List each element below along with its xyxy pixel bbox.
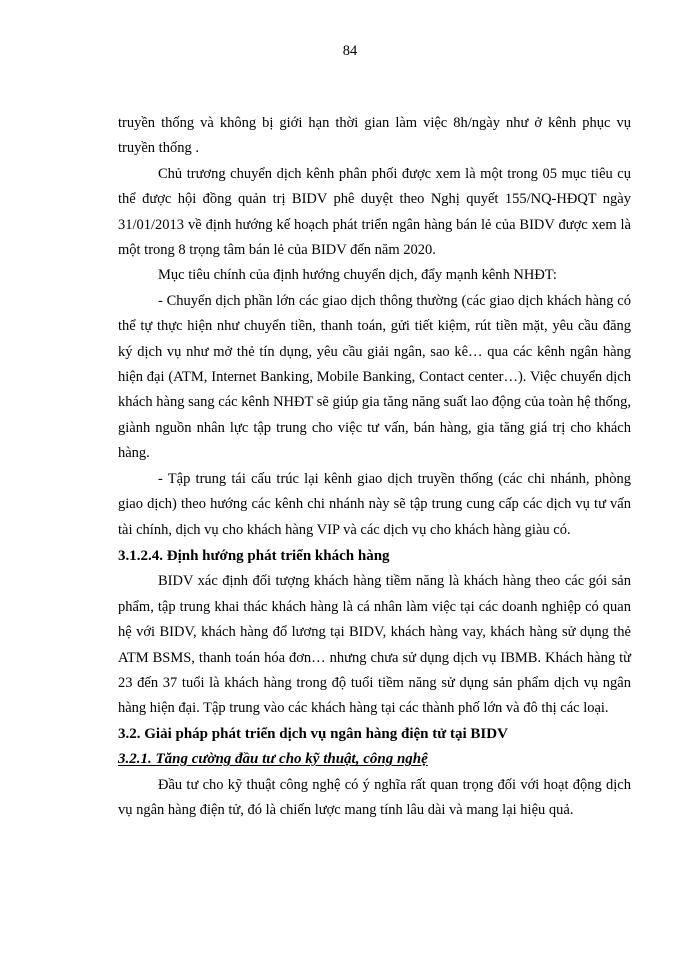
- document-body: [118, 111, 631, 823]
- paragraph-customer-targeting: BIDV xác định đối tượng khách hàng tiềm năng là khách hàng theo các gói sản phẩm, tập trung khai thác khách hàng là cá nhân làm việc tại các doanh nghiệp có quan hệ với BIDV, khách hàng đổ lương tại BIDV, khách hàng vay, khách hàng sử dụng thẻ ATM BSMS, thanh toán hóa đơn… nhưng chưa sử dụng dịch vụ IBMB. Khách hàng từ 23 đến 37 tuổi là khách hàng trong độ tuổi tiềm năng sử dụng sản phẩm dịch vụ ngân hàng hiện đại. Tập trung vào các khách hàng tại các thành phố lớn và đô thị các loại.: [118, 573, 631, 717]
- paragraph-bullet-transactions: - Chuyển dịch phần lớn các giao dịch thông thường (các giao dịch khách hàng có thể tự thực hiện như chuyển tiền, thanh toán, gửi tiết kiệm, rút tiền mặt, yêu cầu đăng ký dịch vụ như mở thẻ tín dụng, yêu cầu giải ngân, sao kê… qua các kênh ngân hàng hiện đại (ATM, Internet Banking, Mobile Banking, Contact center…). Việc chuyển dịch khách hàng sang các kênh NHĐT sẽ giúp gia tăng năng suất lao động của toàn hệ thống, giành nguồn nhân lực tập trung cho việc tư vấn, bán hàng, gia tăng giá trị cho khách hàng.: [118, 292, 631, 462]
- section-heading-3-1-2-4: 3.1.2.4. Định hướng phát triển khách hàng: [118, 547, 390, 564]
- paragraph-technology-investment: Đầu tư cho kỹ thuật công nghệ có ý nghĩa rất quan trọng đối với hoạt động dịch vụ ngân hàng điện tử, đó là chiến lược mang tính lâu dài và mang lại hiệu quả.: [118, 776, 631, 818]
- paragraph-main-objectives: Mục tiêu chính của định hướng chuyển dịch, đẩy mạnh kênh NHĐT:: [158, 267, 557, 284]
- paragraph-bullet-restructure: - Tập trung tái cấu trúc lại kênh giao dịch truyền thống (các chi nhánh, phòng giao dịch) theo hướng các kênh chi nhánh này sẽ tập trung cung cấp các dịch vụ tư vấn tài chính, dịch vụ cho khách hàng VIP và các dịch vụ cho khách hàng giàu có.: [118, 470, 631, 538]
- paragraph-distribution-policy: Chủ trương chuyển dịch kênh phân phối được xem là một trong 05 mục tiêu cụ thể được hội đồng quản trị BIDV phê duyệt theo Nghị quyết 155/NQ-HĐQT ngày 31/01/2013 về định hướng kế hoạch phát triển ngân hàng bán lẻ của BIDV được xem là một trong 8 trọng tâm bán lẻ của BIDV đến năm 2020.: [118, 165, 631, 259]
- section-heading-3-2: 3.2. Giải pháp phát triển dịch vụ ngân hàng điện tử tại BIDV: [118, 725, 508, 742]
- paragraph-continuation: truyền thống và không bị giới hạn thời gian làm việc 8h/ngày như ở kênh phục vụ truyền thống .: [118, 115, 631, 157]
- page-number: 84: [342, 43, 358, 59]
- section-heading-3-2-1: 3.2.1. Tăng cường đầu tư cho kỹ thuật, công nghệ: [118, 751, 428, 768]
